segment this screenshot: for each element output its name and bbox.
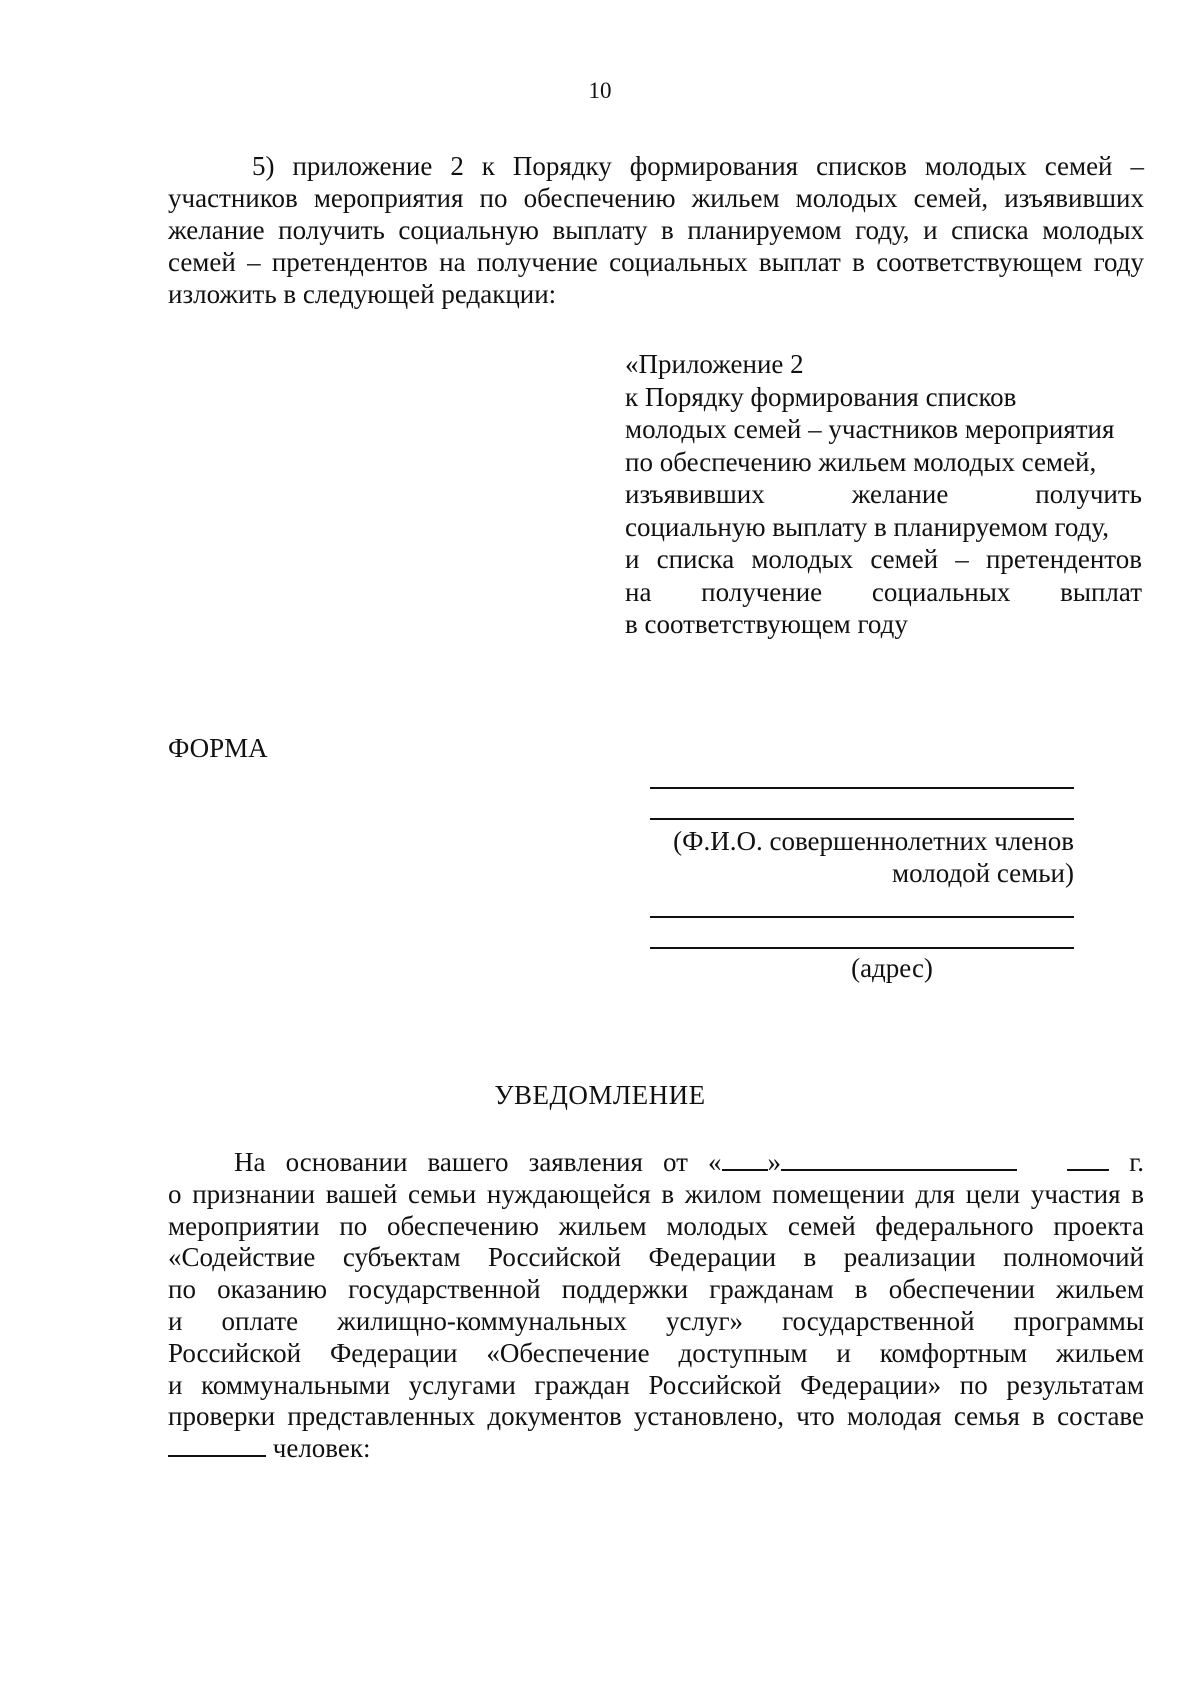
appendix-line: в соответствующем году [625, 609, 908, 639]
notice-quote-close: » [767, 1147, 782, 1177]
address-caption: (адрес) [851, 953, 933, 983]
intro-line: изложить в следующей редакции: [168, 279, 557, 309]
notice-paragraph [168, 1147, 1144, 1465]
notice-year-suffix: г. [1129, 1147, 1145, 1177]
fio-blank-line-2 [650, 818, 1074, 820]
appendix-line: на получение социальных выплат [625, 576, 1142, 607]
notice-first-line [168, 1147, 1144, 1179]
notice-line: по оказанию государственной поддержки гражданам в обеспечении жильем [168, 1274, 1144, 1305]
appendix-line: к Порядку формирования списков [625, 381, 1017, 412]
intro-paragraph [168, 150, 1144, 310]
fio-caption [650, 825, 1074, 889]
appendix-line: социальную выплату в планируемом году, [625, 511, 1109, 542]
notice-last-line [168, 1433, 1144, 1465]
notice-last-line-suffix: человек: [272, 1433, 371, 1464]
notice-line: мероприятии по обеспечению жильем молодых семей федерального проекта [168, 1210, 1144, 1241]
appendix-line: «Приложение 2 [625, 349, 804, 379]
appendix-line: изъявивших желание получить [625, 479, 1142, 509]
notice-line: и оплате жилищно-коммунальных услуг» государственной программы [168, 1305, 1144, 1336]
day-blank [722, 1147, 768, 1171]
notice-line: о признании вашей семьи нуждающейся в жилом помещении для цели участия в [168, 1178, 1144, 1209]
appendix-line: по обеспечению жильем молодых семей, [625, 446, 1097, 477]
document-title: УВЕДОМЛЕНИЕ [494, 1080, 706, 1110]
appendix-header [625, 348, 1142, 641]
fio-blank-line-1 [650, 787, 1074, 789]
address-blank-line-1 [650, 916, 1074, 918]
address-blank-line-2 [650, 947, 1074, 949]
notice-line: «Содействие субъектам Российской Федерации в реализации полномочий [168, 1242, 1144, 1273]
intro-line: участников мероприятия по обеспечению жильем молодых семей, изъявивших [168, 183, 1144, 213]
month-blank [781, 1147, 1017, 1171]
notice-line: Российской Федерации «Обеспечение доступным и комфортным жильем [168, 1337, 1144, 1368]
year-blank [1067, 1147, 1109, 1171]
appendix-line: молодых семей – участников мероприятия [625, 414, 1115, 444]
notice-first-line-start: На основании вашего заявления от « [234, 1147, 722, 1177]
fio-caption-line-1: (Ф.И.О. совершеннолетних членов [673, 826, 1074, 856]
intro-line: 5) приложение 2 к Порядку формирования списков молодых семей – [252, 151, 1144, 181]
notice-line: и коммунальными услугами граждан Российской Федерации» по результатам [168, 1369, 1144, 1400]
fio-caption-line-2: молодой семьи) [892, 858, 1074, 888]
form-label: ФОРМА [168, 733, 268, 763]
appendix-line: и списка молодых семей – претендентов [625, 544, 1142, 574]
notice-line: проверки представленных документов установлено, что молодая семья в составе [168, 1401, 1144, 1432]
family-size-blank [168, 1433, 266, 1457]
page-number: 10 [588, 78, 612, 103]
intro-line: семей – претендентов на получение социальных выплат в соответствующем году [168, 247, 1144, 277]
intro-line: желание получить социальную выплату в планируемом году, и списка молодых [168, 215, 1144, 245]
